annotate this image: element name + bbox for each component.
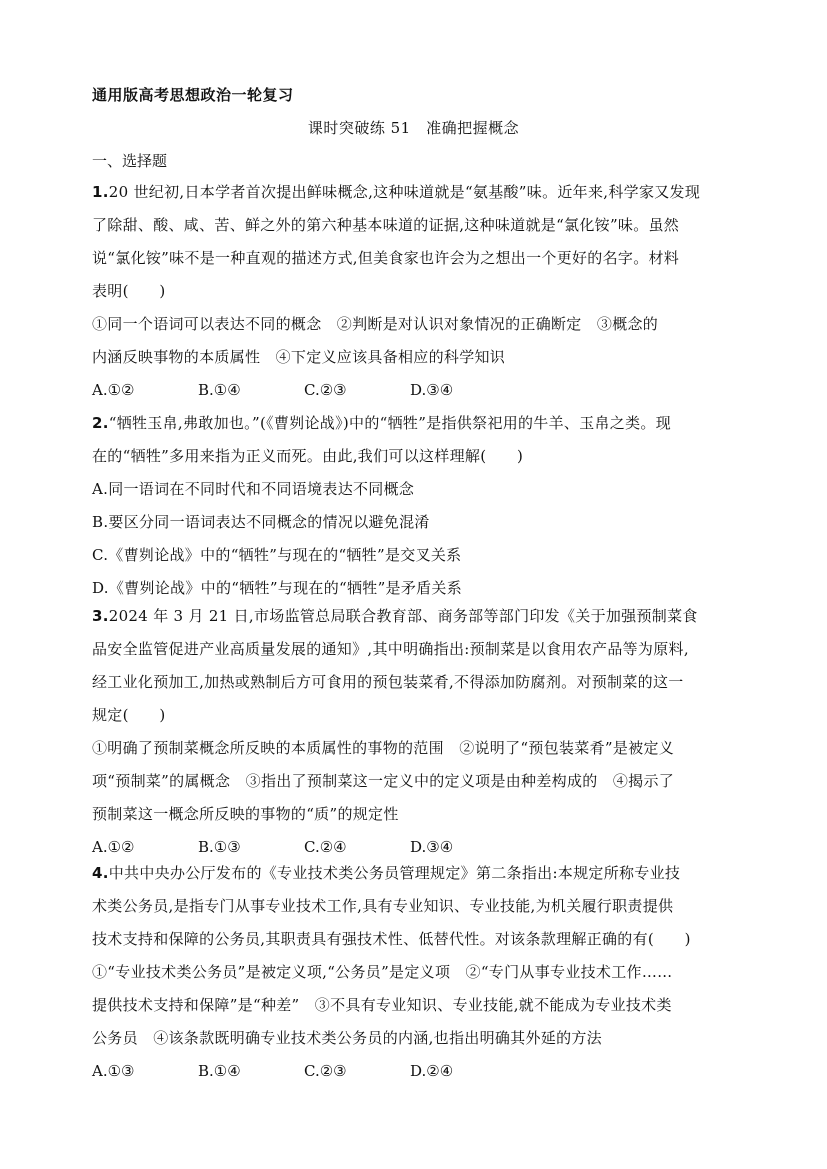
question-line: 在的“牺牲”多用来指为正义而死。由此,我们可以这样理解( ) — [92, 447, 524, 465]
question-line: ①明确了预制菜概念所反映的本质属性的事物的范围 ②说明了“预包装菜肴”是被定义 — [92, 739, 675, 757]
option-a[interactable]: A.①② — [92, 381, 135, 399]
question-line: 2.“牺牲玉帛,弗敢加也。”(《曹刿论战》)中的“牺牲”是指供祭祀用的牛羊、玉帛之类。现 — [92, 414, 671, 432]
question-2 — [92, 407, 752, 605]
question-line: 表明( ) — [92, 282, 166, 300]
option-d[interactable]: D.②④ — [410, 1062, 454, 1080]
option-c[interactable]: C.②③ — [304, 381, 347, 399]
question-number: 4. — [92, 864, 109, 882]
question-3 — [92, 600, 752, 864]
question-line: ①“专业技术类公务员”是被定义项,“公务员”是定义项 ②“专门从事专业技术工作…… — [92, 963, 673, 981]
option-b[interactable]: B.①④ — [198, 1062, 241, 1080]
question-line: 4.中共中央办公厅发布的《专业技术类公务员管理规定》第二条指出:本规定所称专业技 — [92, 864, 681, 882]
question-line: 技术支持和保障的公务员,其职责具有强技术性、低替代性。对该条款理解正确的有( ) — [92, 930, 691, 948]
question-line: 公务员 ④该条款既明确专业技术类公务员的内涵,也指出明确其外延的方法 — [92, 1029, 602, 1047]
question-line: 品安全监管促进产业高质量发展的通知》,其中明确指出:预制菜是以食用农产品等为原料, — [92, 640, 689, 658]
answer-options — [92, 374, 752, 407]
option-c[interactable]: C.《曹刿论战》中的“牺牲”与现在的“牺牲”是交叉关系 — [92, 546, 462, 564]
question-number: 2. — [92, 414, 109, 432]
question-line: 了除甜、酸、咸、苦、鲜之外的第六种基本味道的证据,这种味道就是“氯化铵”味。虽然 — [92, 216, 680, 234]
question-line: 提供技术支持和保障”是“种差” ③不具有专业知识、专业技能,就不能成为专业技术类 — [92, 996, 672, 1014]
question-line: 经工业化预加工,加热或熟制后方可食用的预包装菜肴,不得添加防腐剂。对预制菜的这一 — [92, 673, 684, 691]
series-title: 通用版高考思想政治一轮复习 — [92, 86, 294, 104]
question-line: 1.20 世纪初,日本学者首次提出鲜味概念,这种味道就是“氨基酸”味。近年来,科学家又发现 — [92, 183, 701, 201]
option-c[interactable]: C.②③ — [304, 1062, 347, 1080]
answer-options — [92, 1055, 752, 1088]
question-number: 1. — [92, 183, 109, 201]
option-d[interactable]: D.③④ — [410, 838, 454, 856]
option-b[interactable]: B.①③ — [198, 838, 241, 856]
question-1 — [92, 176, 752, 407]
question-4 — [92, 857, 752, 1088]
question-line: 术类公务员,是指专门从事专业技术工作,具有专业知识、专业技能,为机关履行职责提供 — [92, 897, 674, 915]
option-a[interactable]: A.①③ — [92, 1062, 135, 1080]
question-line: 3.2024 年 3 月 21 日,市场监管总局联合教育部、商务部等部门印发《关于加强预制菜食 — [92, 607, 698, 625]
option-d[interactable]: D.《曹刿论战》中的“牺牲”与现在的“牺牲”是矛盾关系 — [92, 579, 463, 597]
option-b[interactable]: B.要区分同一语词表达不同概念的情况以避免混淆 — [92, 513, 430, 531]
option-d[interactable]: D.③④ — [410, 381, 454, 399]
question-line: 规定( ) — [92, 706, 166, 724]
option-c[interactable]: C.②④ — [304, 838, 347, 856]
page-title: 课时突破练 51 准确把握概念 — [307, 119, 520, 137]
question-line: 说“氯化铵”味不是一种直观的描述方式,但美食家也许会为之想出一个更好的名字。材料 — [92, 249, 680, 267]
question-number: 3. — [92, 607, 109, 625]
question-line: 项“预制菜”的属概念 ③指出了预制菜这一定义中的定义项是由种差构成的 ④揭示了 — [92, 772, 675, 790]
option-a[interactable]: A.同一语词在不同时代和不同语境表达不同概念 — [92, 480, 415, 498]
question-line: ①同一个语词可以表达不同的概念 ②判断是对认识对象情况的正确断定 ③概念的 — [92, 315, 659, 333]
question-line: 内涵反映事物的本质属性 ④下定义应该具备相应的科学知识 — [92, 348, 506, 366]
option-a[interactable]: A.①② — [92, 838, 135, 856]
question-line: 预制菜这一概念所反映的事物的“质”的规定性 — [92, 805, 399, 823]
option-b[interactable]: B.①④ — [198, 381, 241, 399]
section-heading: 一、选择题 — [92, 152, 168, 170]
